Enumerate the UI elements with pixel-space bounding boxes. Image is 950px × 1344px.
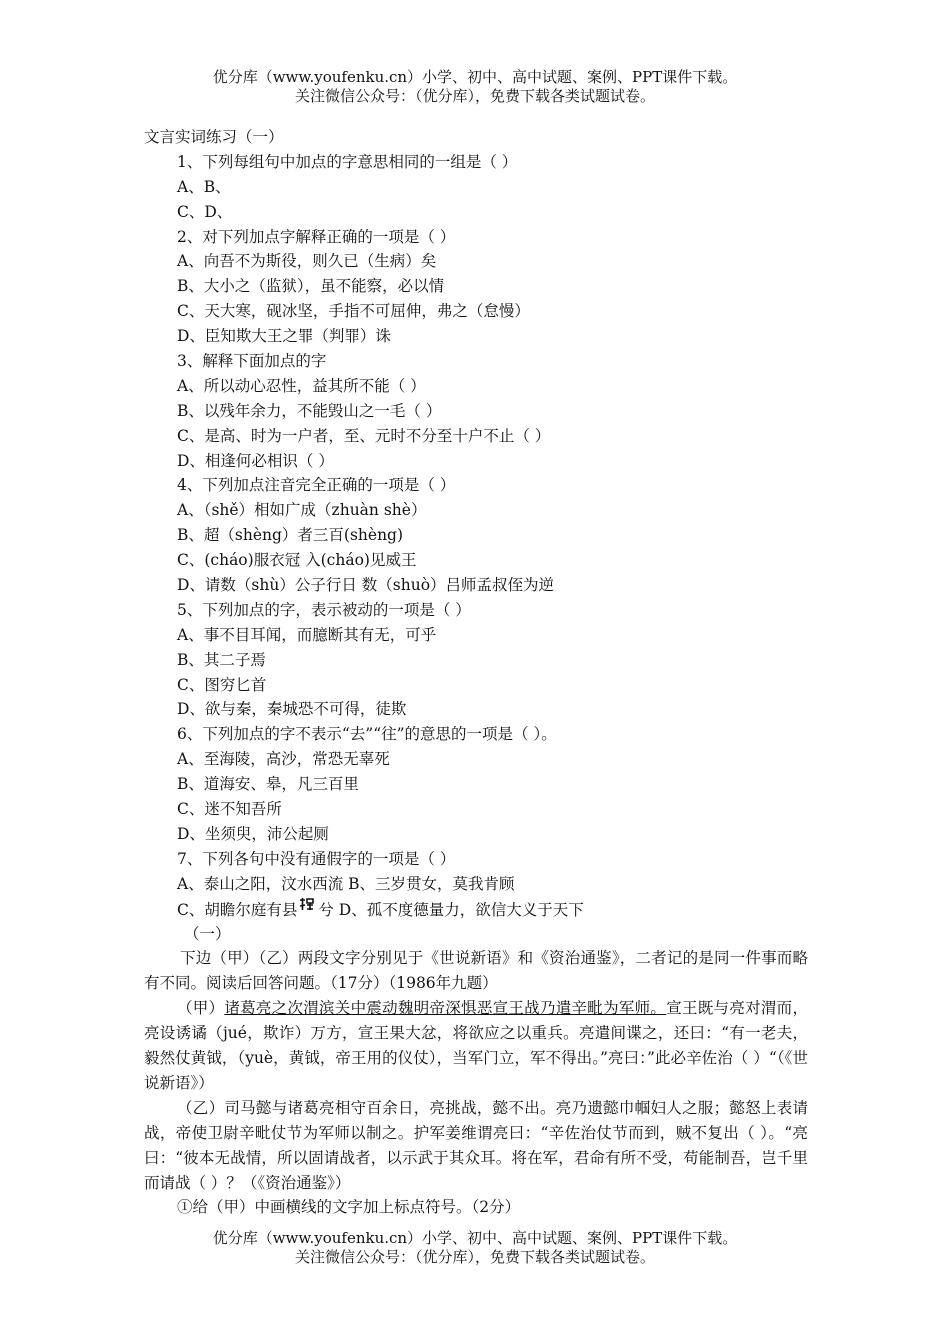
question-line: A、事不目耳闻，而臆断其有无，可乎 [177, 625, 437, 644]
question-line: B、大小之（监狱），虽不能察，必以情 [177, 277, 445, 296]
question-line: D、臣知欺大王之罪（判罪）诛 [177, 327, 391, 346]
question-line: C、天大寒，砚冰坚，手指不可屈伸，弗之（怠慢） [177, 302, 530, 321]
question-line: C、(cháo)服衣冠 入(cháo)见威王 [177, 551, 417, 570]
footer-line-1: 优分库（www.youfenku.cn）小学、初中、高中试题、案例、PPT课件下载。 [212, 1229, 738, 1247]
question-1: ①给（甲）中画横线的文字加上标点符号。（2分） [177, 1198, 521, 1217]
question-line: A、泰山之阳，汶水西流 B、三岁贯女，莫我肯顾 [177, 874, 515, 893]
passage-yi: （乙）司马懿与诸葛亮相守百余日，亮挑战，懿不出。亮乃遗懿巾帼妇人之服；懿怒上表请战，帝使卫尉辛毗仗节为军师以制之。护军姜维谓亮曰：“辛佐治仗节而到，贼不复出（ ）。“亮曰：“彼本无战情，所以固请战者，以示武于其众耳。将在军，君命有所不受，苟能制吾，岂千里而请战（ ）？（《资治通鉴》） [144, 1098, 808, 1192]
question-line: 5、下列加点的字，表示被动的一项是（ ） [177, 600, 471, 619]
question-line: 7、下列各句中没有通假字的一项是（ ） [177, 849, 456, 868]
question-line: A、（shě）相如广成（zhuàn shè） [177, 501, 427, 520]
q7c-text-before: C、胡瞻尔庭有县 [177, 900, 298, 919]
question-line: D、欲与秦，秦城恐不可得，徒欺 [177, 700, 407, 719]
question-line: 1、下列每组句中加点的字意思相同的一组是（ ） [177, 152, 518, 171]
question-line: A、B、 [177, 177, 231, 196]
question-line: D、相逢何必相识（ ） [177, 451, 334, 470]
question-line: 4、下列加点注音完全正确的一项是（ ） [177, 476, 456, 495]
question-line: B、道海安、皋，凡三百里 [177, 775, 359, 794]
document-title: 文言实词练习（一） [144, 128, 284, 146]
question-line: A、所以动心忍性，益其所不能（ ） [177, 376, 426, 395]
question-7-option-c [144, 897, 808, 922]
question-list [144, 150, 808, 897]
question-line: C、迷不知吾所 [177, 800, 282, 819]
question-line: B、超（shèng）者三百(shèng) [177, 526, 404, 545]
question-line: 3、解释下面加点的字 [177, 352, 327, 371]
question-line: C、D、 [177, 202, 233, 221]
question-line: 6、下列加点的字不表示“去”“往”的意思的一项是（ ）。 [177, 725, 557, 744]
header-line-1: 优分库（www.youfenku.cn）小学、初中、高中试题、案例、PPT课件下载。 [212, 68, 738, 86]
document-body [144, 125, 808, 1220]
question-line: C、图穷匕首 [177, 675, 267, 694]
jia-underlined-text: 诸葛亮之次渭滨关中震动魏明帝深惧恶宣王战乃遣辛毗为军师。 [224, 999, 667, 1018]
question-line: B、以残年余力，不能毁山之一毛（ ） [177, 401, 442, 420]
question-line: D、坐须臾，沛公起厕 [177, 824, 329, 843]
page-header [0, 68, 950, 106]
q7c-text-after: 兮 D、孤不度德量力，欲信大义于天下 [318, 900, 584, 919]
section-marker: （一） [184, 924, 231, 943]
jia-label: （甲） [177, 999, 225, 1018]
footer-line-2: 关注微信公众号：（优分库），免费下载各类试题试卷。 [294, 1248, 655, 1266]
reading-intro: 下边（甲）（乙）两段文字分别见于《世说新语》和《资治通鉴》，二者记的是同一件事而略有不同。阅读后回答问题。（17分）（1986年九题） [144, 949, 808, 993]
header-line-2: 关注微信公众号：（优分库），免费下载各类试题试卷。 [294, 87, 655, 105]
passage-jia [144, 996, 808, 1096]
jia-rest: 宣王既与亮对渭而，亮设诱谲（jué，欺诈）万方，宣王果大忿，将欲应之以重兵。亮遣间谍之，还曰：“有一老夫，毅然仗黄钺，（yuè，黄钺，帝王用的仪仗），当军门立，军不得出。”亮曰：”此必辛佐治（ ）“（《世说新语》） [144, 999, 808, 1092]
question-line: 2、对下列加点字解释正确的一项是（ ） [177, 227, 456, 246]
question-line: B、其二子焉 [177, 650, 266, 669]
question-line: C、是高、时为一户者，至、元时不分至十户不止（ ） [177, 426, 551, 445]
question-line: D、请数（shù）公子行日 数（shuò）吕师孟叔侄为逆 [177, 576, 555, 595]
rare-character-glyph [299, 897, 314, 911]
page-footer [0, 1229, 950, 1267]
question-line: A、向吾不为斯役，则久已（生病）矣 [177, 252, 437, 271]
question-line: A、至海陵，高沙，常恐无辜死 [177, 750, 390, 769]
